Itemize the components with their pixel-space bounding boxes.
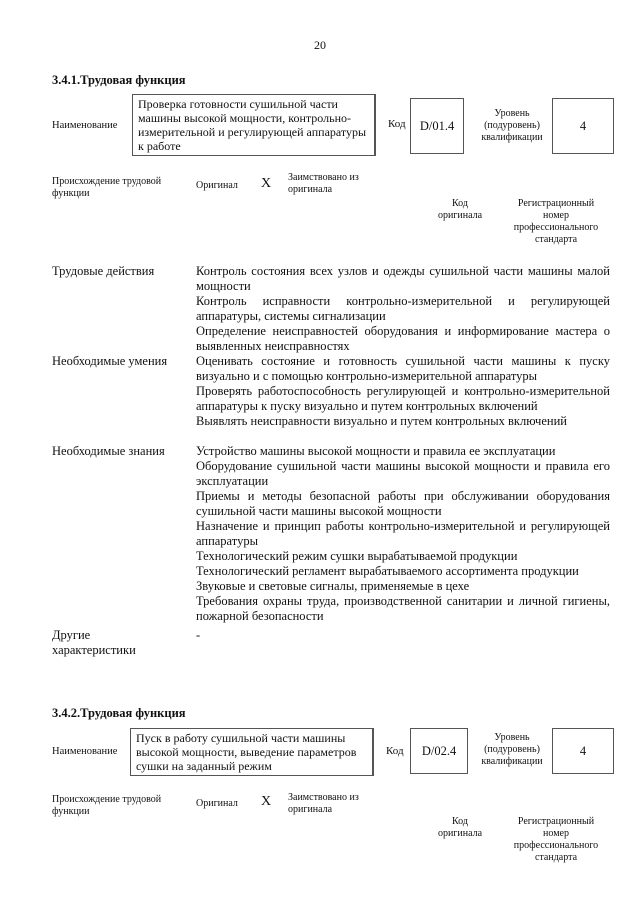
knowledge-item: Технологический режим сушки вырабатываемой продукции (196, 549, 518, 563)
code-original-label-342: Код оригинала (437, 816, 483, 839)
code-label-342: Код (386, 745, 404, 757)
original-mark-341: X (261, 176, 272, 191)
function-name-342: Пуск в работу сушильной части машины высокой мощности, выведение параметров сушки на заданный режим (130, 728, 374, 776)
skill-item: Оценивать состояние и готовность сушильной части машины к пуску визуально и с помощью контрольно-измерительной аппаратуры (196, 354, 610, 383)
borrowed-label-341: Заимствовано из оригинала (288, 172, 359, 195)
qualification-level-341: 4 (552, 98, 614, 154)
actions-label: Трудовые действия (52, 264, 155, 278)
knowledge-item: Оборудование сушильной части машины высокой мощности и правила его эксплуатации (196, 459, 610, 488)
other-label: Другие характеристики (52, 628, 136, 657)
function-code-342: D/02.4 (410, 728, 468, 774)
qualification-level-342: 4 (552, 728, 614, 774)
borrowed-label-342: Заимствовано из оригинала (288, 792, 359, 815)
original-mark-342: X (261, 794, 272, 809)
function-code-341: D/01.4 (410, 98, 464, 154)
knowledge-item: Устройство машины высокой мощности и правила ее эксплуатации (196, 444, 556, 458)
original-label-342: Оригинал (196, 798, 238, 809)
action-item: Определение неисправностей оборудования и информирование мастера о выявленных неисправностях (196, 324, 610, 353)
knowledge-item: Технологический регламент вырабатываемого ассортимента продукции (196, 564, 579, 578)
name-label-342: Наименование (52, 746, 118, 757)
original-label-341: Оригинал (196, 180, 238, 191)
code-original-label-341: Код оригинала (437, 198, 483, 221)
section-title-342: 3.4.2.Трудовая функция (52, 706, 186, 720)
reg-number-label-341: Регистрационный номер профессионального стандарта (513, 198, 599, 245)
page-number: 20 (314, 38, 326, 52)
origin-label-342: Происхождение трудовой функции (52, 794, 162, 817)
level-label-341: Уровень (подуровень) квалификации (481, 108, 543, 143)
other-value: - (196, 628, 201, 642)
function-name-341: Проверка готовности сушильной части машины высокой мощности, контрольно-измерительной и регулирующей аппаратуры к работе (132, 94, 376, 156)
code-label-341: Код (388, 118, 406, 130)
name-label-341: Наименование (52, 120, 118, 131)
section-title-341: 3.4.1.Трудовая функция (52, 73, 186, 87)
skills-label: Необходимые умения (52, 354, 168, 368)
skill-item: Проверять работоспособность регулирующей и контрольно-измерительной аппаратуры к пуску визуально и путем контрольных включений (196, 384, 610, 413)
skill-item: Выявлять неисправности визуально и путем контрольных включений (196, 414, 567, 428)
knowledge-item: Назначение и принцип работы контрольно-измерительной и регулирующей аппаратуры (196, 519, 610, 548)
reg-number-label-342: Регистрационный номер профессионального стандарта (513, 816, 599, 863)
knowledge-list (196, 444, 610, 624)
knowledge-item: Приемы и методы безопасной работы при обслуживании оборудования сушильной части машины высокой мощности (196, 489, 610, 518)
knowledge-label: Необходимые знания (52, 444, 165, 458)
action-item: Контроль состояния всех узлов и одежды сушильной части машины малой мощности (196, 264, 610, 293)
knowledge-item: Требования охраны труда, производственной санитарии и личной гигиены, пожарной безопасности (196, 594, 610, 623)
origin-label-341: Происхождение трудовой функции (52, 176, 162, 199)
skills-list (196, 354, 610, 429)
action-item: Контроль исправности контрольно-измерительной и регулирующей аппаратуры, системы сигнализации (196, 294, 610, 323)
knowledge-item: Звуковые и световые сигналы, применяемые в цехе (196, 579, 470, 593)
actions-list (196, 264, 610, 354)
level-label-342: Уровень (подуровень) квалификации (481, 732, 543, 767)
